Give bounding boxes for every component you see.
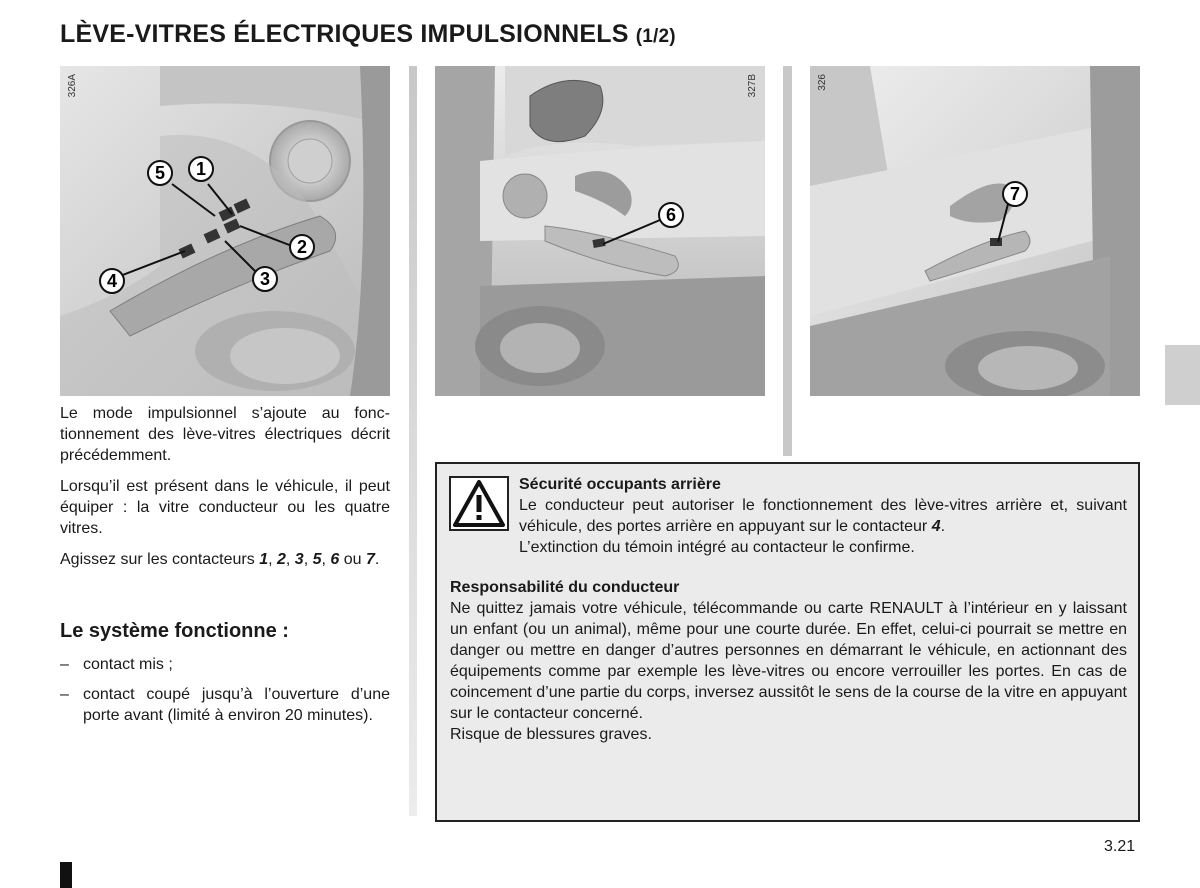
page-title-text: LÈVE-VITRES ÉLECTRIQUES IMPULSIONNELS <box>60 20 629 48</box>
figure-326a <box>60 66 390 396</box>
or-word: ou <box>339 551 366 568</box>
column-divider-2 <box>783 66 792 456</box>
intro-paragraph-3 <box>60 549 390 570</box>
page-number: 3.21 <box>1104 838 1136 855</box>
callout-7: 7 <box>1009 184 1021 204</box>
sep: , <box>321 551 331 568</box>
warning-triangle-icon <box>449 476 509 531</box>
figure-326a-illustration <box>60 66 390 396</box>
period: . <box>940 518 946 535</box>
switch-ref: 5 <box>312 551 322 568</box>
switch-ref: 6 <box>330 551 340 568</box>
period: . <box>374 551 380 568</box>
page-title <box>60 20 676 49</box>
column-divider-1 <box>409 66 417 816</box>
figure-326 <box>810 66 1140 396</box>
warning-risk-line: Risque de blessures graves. <box>450 726 652 743</box>
list-item-text: contact mis ; <box>83 656 173 673</box>
warning-section-title: Responsabilité du conducteur <box>450 579 680 596</box>
sep: , <box>285 551 295 568</box>
warning-section-rear-safety <box>519 474 1127 558</box>
dash: – <box>60 656 69 673</box>
callout-1: 1 <box>195 159 207 179</box>
figure-code: 326A <box>67 74 78 98</box>
callout-2: 2 <box>296 237 308 257</box>
callout-5: 5 <box>154 163 166 183</box>
callout-6: 6 <box>665 205 677 225</box>
sep: , <box>268 551 277 568</box>
intro-paragraph-2: Lorsqu’il est présent dans le véhicule, il peut équiper : la vitre conducteur ou les quatre vitres. <box>60 478 390 537</box>
warning-text: Le conducteur peut autoriser le fonctionnement des lève-vitres arrière et, suivant véhicule, des portes arrière en appuyant sur le contacteur <box>519 497 1127 535</box>
dash: – <box>60 686 69 703</box>
list-item <box>60 684 390 726</box>
switch-ref: 4 <box>931 518 941 535</box>
warning-text-2: L’extinction du témoin intégré au contacteur le confirme. <box>519 539 915 556</box>
sep: , <box>303 551 313 568</box>
figure-code: 326 <box>817 74 828 91</box>
figure-326-illustration <box>810 66 1140 396</box>
corner-mark <box>60 862 72 888</box>
system-heading: Le système fonctionne : <box>60 620 289 642</box>
intro-paragraph-1: Le mode impulsionnel s’ajoute au fonc-tionnement des lève-vitres électriques décrit précédemment. <box>60 405 390 464</box>
switch-ref: 1 <box>259 551 269 568</box>
figure-327b-illustration <box>435 66 765 396</box>
page-title-suffix: (1/2) <box>635 26 676 47</box>
callout-4: 4 <box>106 271 118 291</box>
warning-section-driver-responsibility <box>450 577 1127 745</box>
intro-p3-prefix: Agissez sur les contacteurs <box>60 551 255 568</box>
warning-section-title: Sécurité occupants arrière <box>519 476 721 493</box>
warning-section-body: Ne quittez jamais votre véhicule, télécommande ou carte RENAULT à l’intérieur en y laissant un enfant (ou un animal), même pour une courte durée. En effet, celui-ci pourrait se mettre en danger ou mettre en danger d’autres personnes en démarrant le véhicule, en actionnant des équipements comme par exemple les lève-vitres ou encore verrouiller les portes. En cas de coincement d’une partie du corps, inversez aussitôt le sens de la course de la vitre en appuyant sur le contacteur concerné. <box>450 600 1127 722</box>
warning-section-body <box>519 495 1127 537</box>
warning-box <box>435 462 1140 822</box>
figure-code: 327B <box>747 74 758 98</box>
switch-ref: 2 <box>277 551 286 568</box>
list-item-text: contact coupé jusqu’à l’ouverture d’une porte avant (limité à environ 20 minutes). <box>83 686 390 724</box>
switch-ref: 3 <box>294 551 304 568</box>
chapter-tab <box>1165 345 1200 405</box>
switch-ref: 7 <box>365 551 375 568</box>
figure-327b <box>435 66 765 396</box>
intro-text <box>60 403 390 580</box>
system-conditions-list <box>60 654 390 735</box>
list-item <box>60 654 390 675</box>
callout-3: 3 <box>259 269 271 289</box>
